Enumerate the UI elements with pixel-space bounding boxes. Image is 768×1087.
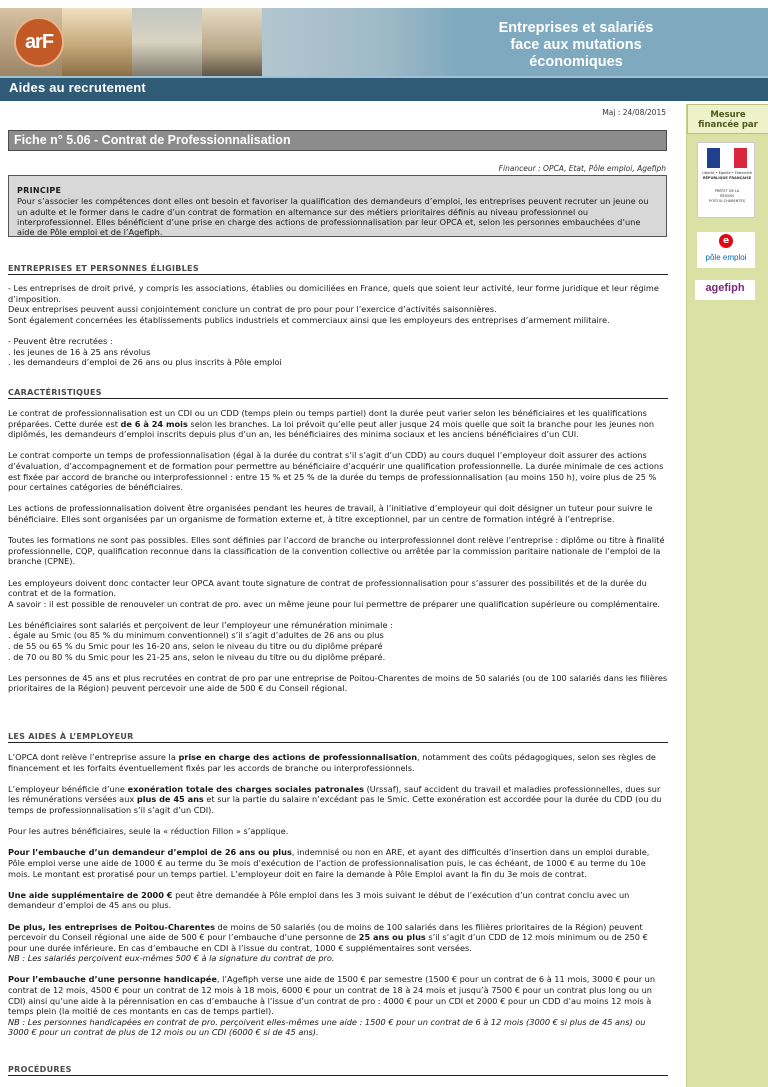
paragraph (8, 890, 668, 911)
banner-photo-strip (0, 8, 460, 76)
sidebar-heading-line-2: financée par (698, 120, 758, 130)
paragraph (8, 752, 668, 773)
banner-photo-4 (202, 8, 262, 76)
financeur-line: Financeur : OPCA, Etat, Pôle emploi, Agefiph (498, 164, 666, 173)
text-run: L’employeur bénéficie d’une (8, 783, 128, 794)
banner-title-line-3: économiques (529, 54, 623, 70)
section-title: Aides au recrutement (9, 80, 146, 95)
paragraph (8, 974, 668, 1016)
section-body-caracteristiques (8, 408, 668, 694)
banner-title-line-1: Entreprises et salariés (498, 20, 654, 36)
text-run-bold: plus de 45 ans (136, 794, 204, 805)
fiche-title: Fiche n° 5.06 - Contrat de Professionnalisation (14, 133, 291, 147)
principe-box (8, 175, 667, 237)
section-bar (0, 76, 768, 101)
principe-text: Pour s’associer les compétences dont elles ont besoin et favoriser la qualification des demandeurs d’emploi, les entreprises peuvent recruter un jeune ou un adulte et le former dans le cadre d’un contrat de formation en alternance sur des métiers prioritaires définis au niveau professionnel ou interprofessionnel. Elles bénéficient d’une prise en charge des actions de professionnalisation par leur OPCA et, selon les personnes embauchées d’une aide de Pôle emploi et de l’Agefiph. (17, 196, 649, 238)
paragraph: Les personnes de 45 ans et plus recrutées en contrat de pro par une entreprise de Poitou-Charentes de moins de 50 salariés (ou de 100 salariés dans les filières prioritaires de la Région) peuvent percevoir une aide de 500 € du Conseil régional. (8, 672, 668, 694)
agefiph-label: agefiph (705, 282, 745, 294)
paragraph: Pour les autres bénéficiaires, seule la « réduction Fillon » s’applique. (8, 826, 289, 837)
note: NB : Les salariés perçoivent eux-mêmes 500 € à la signature du contrat de pro. (8, 953, 335, 964)
paragraph (8, 784, 668, 816)
text-run: peut être demandée à Pôle emploi dans les 3 mois suivant le début de l’exécution d’un contrat conclu avec un demandeur d’emploi de 45 ans ou plus. (8, 889, 630, 911)
update-date: Maj : 24/08/2015 (602, 108, 666, 117)
paragraph: Sont également concernées les établissements publics industriels et commerciaux ainsi que les employeurs des entreprises d’armement militaire. (8, 314, 610, 325)
paragraph (8, 847, 668, 879)
paragraph: Les bénéficiaires sont salariés et perçoivent de leur l’employeur une rémunération minimale : (8, 619, 393, 630)
principe-heading: PRINCIPE (17, 186, 62, 195)
banner-photo-3 (132, 8, 202, 76)
section-body-eligibles (8, 283, 668, 368)
section-body-aides (8, 752, 668, 1038)
pole-emploi-icon: e (719, 234, 733, 248)
paragraph: Deux entreprises peuvent aussi conjointement conclure un contrat de pro pour pour l’exercice d’activités saisonnières. (8, 304, 497, 315)
paragraph: A savoir : il est possible de renouveler un contrat de pro. avec un même jeune pour lui permettre de préparer une qualification supérieure ou complémentaire. (8, 598, 660, 609)
paragraph: Les actions de professionnalisation doivent être organisées pendant les heures de travail, à l’initiative d’employeur qui doit désigner un tuteur pour suivre le bénéficiaire. Elles sont organisées par un organisme de formation externe et, à titre exceptionnel, par un centre de formation intégré à l’entreprise. (8, 503, 653, 524)
list-item: . de 55 ou 65 % du Smic pour les 16-20 ans, selon le niveau du titre ou du diplôme préparé (8, 641, 383, 652)
text-run: , l’Agefiph verse une aide de 1500 € par semestre (1500 € pour un contrat de 6 à 11 mois, 3000 € pour un contrat de 12 mois, 4500 € pour un contrat de 12 mois à 18 mois, 6000 € pour un contrat de 18 à 24 mois et jusqu’à 7500 € pour un contrat plus long ou un CDI) ainsi qu’une aide à la pérennisation en cas d’embauche à l’issue d’un contrat de pro : 4000 € pour un CDI et 2000 € pour un CDD d’au moins 12 mois à temps plein (la moitié de ces montants en cas de temps partiel). (8, 974, 656, 1017)
text-run-bold: Pour l’embauche d’une personne handicapée (8, 974, 217, 985)
list-item: . de 70 ou 80 % du Smic pour les 21-25 ans, selon le niveau du titre ou du diplôme préparé. (8, 651, 386, 662)
french-flag-icon (707, 148, 747, 168)
sidebar-heading-line-1: Mesure (710, 110, 746, 120)
section-heading-procedures: PROCÉDURES (8, 1065, 668, 1076)
prefecture-logo[interactable] (697, 142, 755, 218)
text-run-bold: De plus, les entreprises de Poitou-Charentes (8, 921, 215, 932)
banner-photo-2 (62, 8, 132, 76)
prefecture-line-3: POITOU-CHARENTES (709, 199, 745, 203)
arf-logo[interactable]: arF (14, 17, 64, 67)
section-heading-caracteristiques: CARACTÉRISTIQUES (8, 388, 668, 399)
text-run-bold: Une aide supplémentaire de 2000 € (8, 889, 173, 900)
banner-photo-5 (262, 8, 460, 76)
text-run: s’il s’agit d’un CDD de 12 mois minimum ou de 250 € pour une durée inférieure. En cas d’embauche en CDI à l’issue du contrat, 1000 € supplémentaires sont versées. (8, 932, 648, 953)
pole-emploi-label: pôle emploi (705, 253, 747, 262)
banner-title-line-2: face aux mutations (510, 37, 642, 53)
list-item: . les jeunes de 16 à 25 ans révolus (8, 346, 151, 357)
prefecture-line-2: RÉGION (720, 194, 734, 198)
paragraph (8, 408, 668, 440)
text-run: Le contrat de professionnalisation est un CDI ou un CDD (temps plein ou temps partiel) dont la durée peut varier selon les bénéficiaires et les qualifications préparées. Cette durée est (8, 408, 647, 429)
paragraph: Les employeurs doivent donc contacter leur OPCA avant toute signature de contrat de professionnalisation pour s’assurer des possibilités et de la durée du contrat et de la formation. (8, 577, 647, 599)
text-run-bold: de 6 à 24 mois (120, 418, 188, 429)
text-run-bold: exonération totale des charges sociales patronales (127, 783, 365, 794)
header-banner (0, 8, 768, 76)
text-run: selon les branches. La loi prévoit qu’elle peut aller jusque 24 mois quelle que soit la branche pour les jeunes non diplômés, les demandeurs d’emploi inscrits depuis plus d’un an, les bénéficiaires des minima sociaux et les anciens bénéficiaires d’un CUI. (8, 418, 655, 440)
prefecture-motto: Liberté • Égalité • Fraternité (702, 171, 752, 175)
list-item: . égale au Smic (ou 85 % du minimum conventionnel) s’il s’agit d’adultes de 26 ans ou plus (8, 630, 384, 641)
text-run: de moins de 50 salariés (ou de moins de 100 salariés dans les filières prioritaires de la Région) peuvent percevoir du Conseil régional une aide de 500 € pour l’embauche d’une personne de (8, 921, 643, 943)
text-run-bold: Pour l’embauche d’un demandeur d’emploi de 26 ans ou plus (8, 847, 292, 858)
text-run: et sur la partie du salaire n’excédant pas le Smic. Cette exonération est accordée pour la durée du CDD (ou du temps de professionnalisation s’il s’agit d’un CDI). (8, 794, 662, 815)
paragraph: Le contrat comporte un temps de professionnalisation (égal à la durée du contrat s’il s’agit d’un CDD) au cours duquel l’employeur doit assurer des actions d’évaluation, d’accompagnement et de formation pour permettre au bénéficiaire d’acquérir une qualification professionnelle. La durée minimale de ces actions est fixée par accord de branche ou interprofessionnel : entre 15 % et 25 % de la durée du temps de professionnalisation (au moins 150 h), voire plus de 25 % pour certaines catégories de bénéficiaires. (8, 450, 664, 493)
banner-title (476, 20, 676, 71)
funders-sidebar (686, 104, 768, 1087)
agefiph-logo[interactable] (695, 280, 755, 300)
sidebar-heading (687, 104, 768, 134)
paragraph: Toutes les formations ne sont pas possibles. Elles sont définies par l’accord de branche ou interprofessionnel dont relève l’entreprise : diplôme ou titre à finalité professionnelle, CQP, qualification reconnue dans la classification de la convention collective ou arrêtée par la commission paritaire nationale de l’emploi de la branche (CPNE). (8, 535, 665, 567)
prefecture-republic: RÉPUBLIQUE FRANÇAISE (702, 176, 752, 180)
text-run: (Urssaf), sauf accident du travail et maladies professionnelles, dues sur les rémunérations versées aux (8, 783, 661, 805)
paragraph: - Les entreprises de droit privé, y compris les associations, établies ou domiciliées en France, quels que soient leur activité, leur forme juridique et leur régime d’imposition. (8, 283, 659, 304)
section-heading-eligibles: ENTREPRISES ET PERSONNES ÉLIGIBLES (8, 264, 668, 275)
paragraph: - Peuvent être recrutées : (8, 335, 113, 346)
prefecture-line-1: PRÉFET DE LA (714, 189, 740, 193)
pole-emploi-logo[interactable] (697, 232, 755, 268)
paragraph (8, 922, 668, 954)
text-run-bold: 25 ans ou plus (358, 932, 426, 943)
section-heading-aides: LES AIDES À L’EMPLOYEUR (8, 732, 668, 743)
text-run-bold: prise en charge des actions de professionnalisation (178, 752, 418, 762)
text-run: , indemnisé ou non en ARE, et ayant des difficultés d’insertion dans un emploi durable, Pôle emploi verse une aide de 1000 € au terme du 3e mois d’exécution de l’action de professionnalisation puis, le cas échéant, de 1000 € au terme du 10e mois. Le montant est proratisé pour un temps partiel. L’employeur doit en faire la demande à Pôle Emploi avant la fin du 3e mois de contrat. (8, 847, 650, 879)
text-run: , notamment des coûts pédagogiques, selon ses règles de financement et les forfaits éventuellement fixés par les accords de branche ou interprofessionnels. (8, 752, 656, 773)
note: NB : Les personnes handicapées en contrat de pro. perçoivent elles-mêmes une aide : 1500 € pour un contrat de 6 à 12 mois (3000 € si plus de 45 ans) ou 3000 € pour un contrat de plus de 12 mois ou un CDI (6000 € si de 45 ans). (8, 1016, 646, 1038)
fiche-title-bar (8, 130, 667, 151)
text-run: L’OPCA dont relève l’entreprise assure la (8, 752, 179, 762)
list-item: . les demandeurs d’emploi de 26 ans ou plus inscrits à Pôle emploi (8, 357, 282, 368)
